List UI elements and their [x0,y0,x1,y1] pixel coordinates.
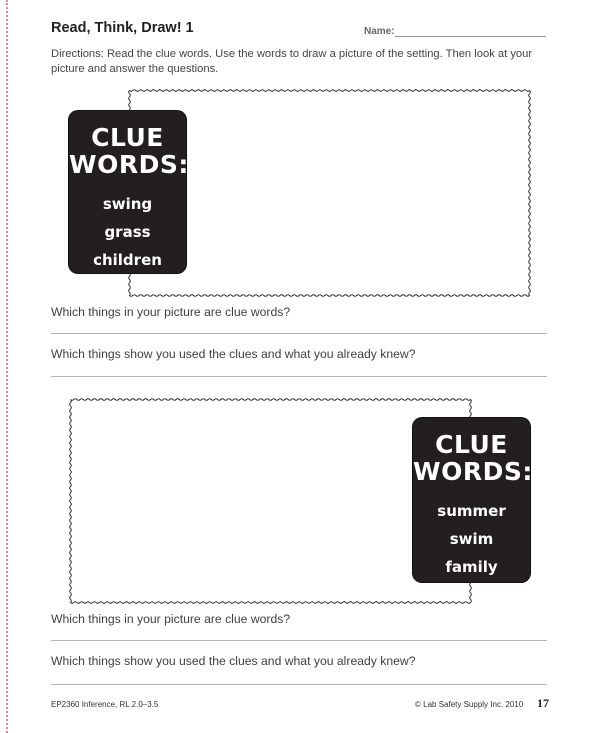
clue-words-list [413,497,530,581]
question-1-1: Which things in your picture are clue words? [51,305,291,319]
clue-words-heading: CLUE WORDS: [413,430,533,486]
clue-word: swing [102,195,153,213]
question-1-2: Which things show you used the clues and what you already knew? [51,347,416,361]
answer-line-1-1[interactable] [51,333,547,334]
answer-line-1-2[interactable] [51,376,547,377]
clue-words-card-2 [413,418,533,582]
clue-words-card-1 [69,111,189,273]
answer-line-2-2[interactable] [51,684,547,685]
page-title: Read, Think, Draw! 1 [51,20,194,36]
directions: Directions: Read the clue words. Use the words to draw a picture of the setting. Then look at your picture and answer the questions. [51,48,533,75]
clue-word: summer [437,502,506,520]
question-2-1: Which things in your picture are clue words? [51,612,291,626]
footer-code: EP2360 Inference, RL 2.0–3.5 [51,700,159,709]
answer-line-2-1[interactable] [51,640,547,641]
page-number: 17 [537,696,549,710]
clue-word: children [93,251,162,269]
clue-words-list [69,190,186,274]
clue-word: family [445,558,498,576]
name-field[interactable] [395,36,546,37]
margin-dotted-line [6,0,8,733]
clue-word: grass [104,223,151,241]
footer-copyright: © Lab Safety Supply Inc. 2010 [415,700,524,709]
clue-words-heading: CLUE WORDS: [69,123,189,179]
name-label: Name: [364,26,395,37]
drawing-box-1[interactable] [127,88,532,298]
clue-word: swim [449,530,494,548]
question-2-2: Which things show you used the clues and what you already knew? [51,654,416,668]
